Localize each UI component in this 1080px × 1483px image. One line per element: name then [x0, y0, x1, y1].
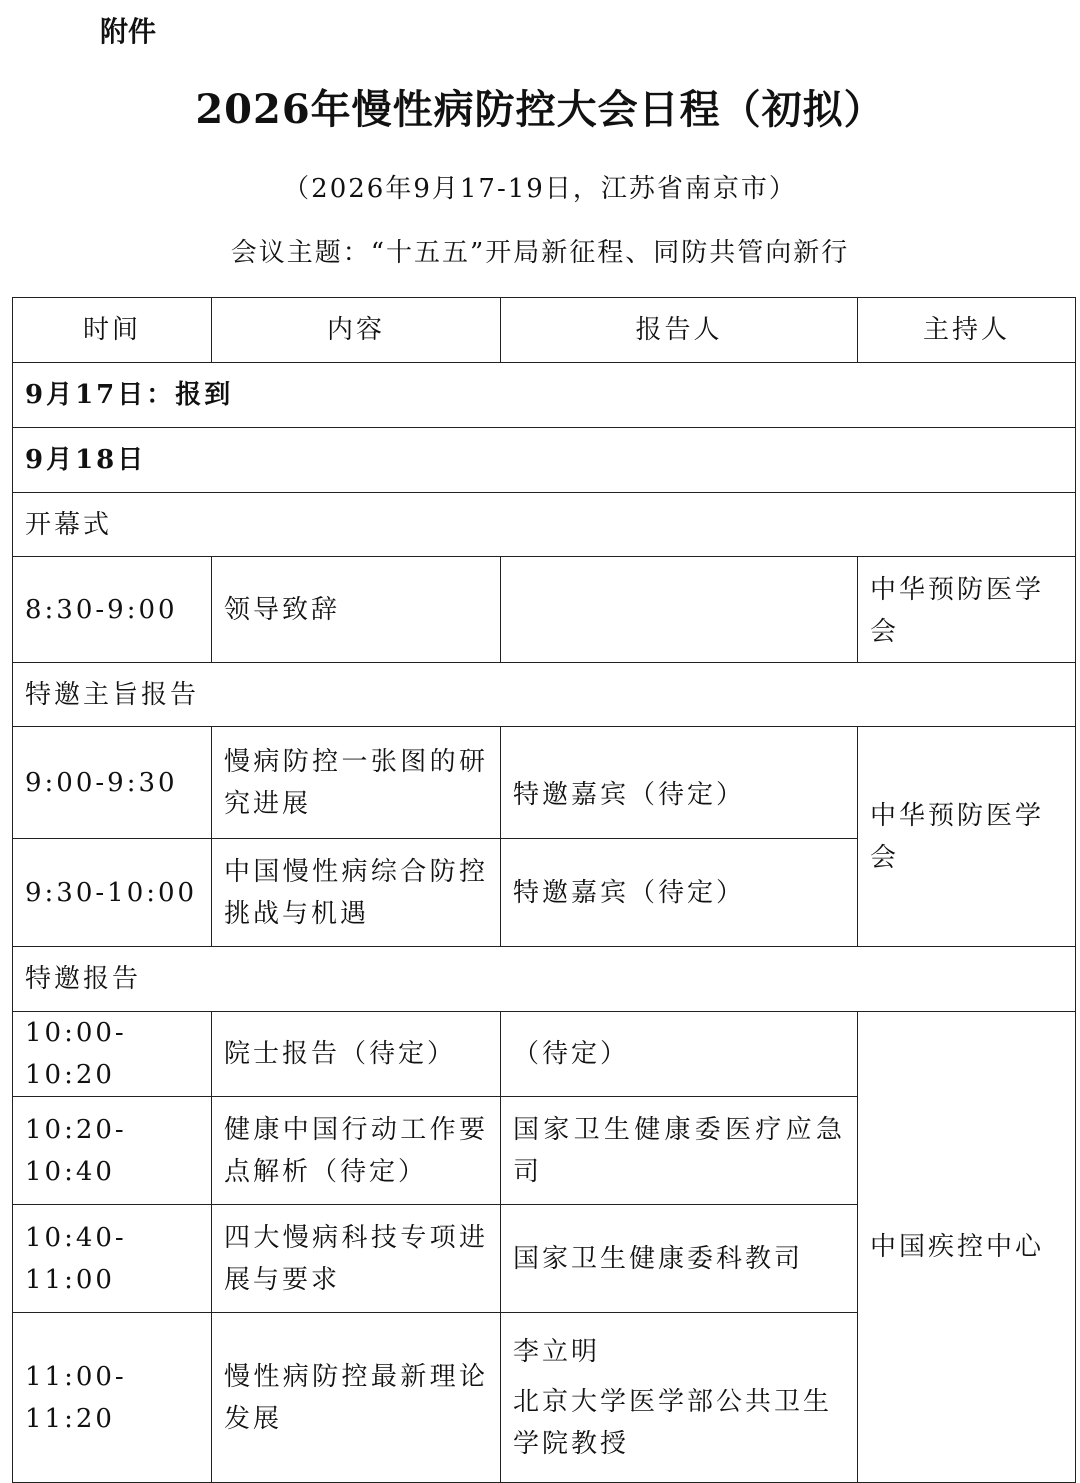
- speaker-cell: 特邀嘉宾（待定）: [501, 727, 858, 839]
- day-label: 9月18日: [13, 428, 1076, 493]
- content-cell: 慢性病防控最新理论发展: [212, 1313, 501, 1483]
- page-title: 2026年慢性病防控大会日程（初拟）: [195, 86, 885, 133]
- table-row: [13, 727, 1076, 839]
- time-cell: 9:00-9:30: [13, 727, 212, 839]
- content-cell: 中国慢性病综合防控挑战与机遇: [212, 839, 501, 947]
- section-row: [13, 663, 1076, 727]
- section-title-opening: 开幕式: [13, 493, 1076, 557]
- time-cell: 9:30-10:00: [13, 839, 212, 947]
- column-header-content: 内容: [212, 298, 501, 363]
- column-header-host: 主持人: [858, 298, 1076, 363]
- speaker-name: 李立明: [513, 1336, 601, 1367]
- time-cell: 10:20-10:40: [13, 1097, 212, 1205]
- day-label-registration: 9月17日：报到: [13, 363, 1076, 428]
- table-header-row: [13, 298, 1076, 363]
- section-title-keynote: 特邀主旨报告: [13, 663, 1076, 727]
- speaker-cell: [501, 1313, 858, 1483]
- speaker-cell: 国家卫生健康委科教司: [501, 1205, 858, 1313]
- day-row: [13, 363, 1076, 428]
- speaker-cell: [501, 557, 858, 663]
- table-row: [13, 557, 1076, 663]
- column-header-speaker: 报告人: [501, 298, 858, 363]
- host-cell: 中华预防医学会: [858, 557, 1076, 663]
- content-cell: 健康中国行动工作要点解析（待定）: [212, 1097, 501, 1205]
- speaker-cell: （待定）: [501, 1012, 858, 1097]
- host-cell: 中华预防医学会: [858, 727, 1076, 947]
- section-title-invited: 特邀报告: [13, 947, 1076, 1012]
- conference-theme: 会议主题：“十五五”开局新征程、同防共管向新行: [230, 238, 850, 268]
- time-cell: 10:00-10:20: [13, 1012, 212, 1097]
- speaker-cell: 特邀嘉宾（待定）: [501, 839, 858, 947]
- section-row: [13, 947, 1076, 1012]
- content-cell: 院士报告（待定）: [212, 1012, 501, 1097]
- speaker-title: 北京大学医学部公共卫生学院教授: [513, 1386, 833, 1459]
- time-cell: 8:30-9:00: [13, 557, 212, 663]
- content-cell: 四大慢病科技专项进展与要求: [212, 1205, 501, 1313]
- time-cell: 11:00-11:20: [13, 1313, 212, 1483]
- content-cell: 慢病防控一张图的研究进展: [212, 727, 501, 839]
- conference-date-location: （2026年9月17-19日，江苏省南京市）: [283, 174, 797, 204]
- annex-label: 附件: [100, 15, 157, 48]
- section-row: [13, 493, 1076, 557]
- day-row: [13, 428, 1076, 493]
- host-cell: 中国疾控中心: [858, 1012, 1076, 1483]
- schedule-table: [12, 297, 1076, 1483]
- table-row: [13, 1012, 1076, 1097]
- column-header-time: 时间: [13, 298, 212, 363]
- time-cell: 10:40-11:00: [13, 1205, 212, 1313]
- content-cell: 领导致辞: [212, 557, 501, 663]
- speaker-cell: 国家卫生健康委医疗应急司: [501, 1097, 858, 1205]
